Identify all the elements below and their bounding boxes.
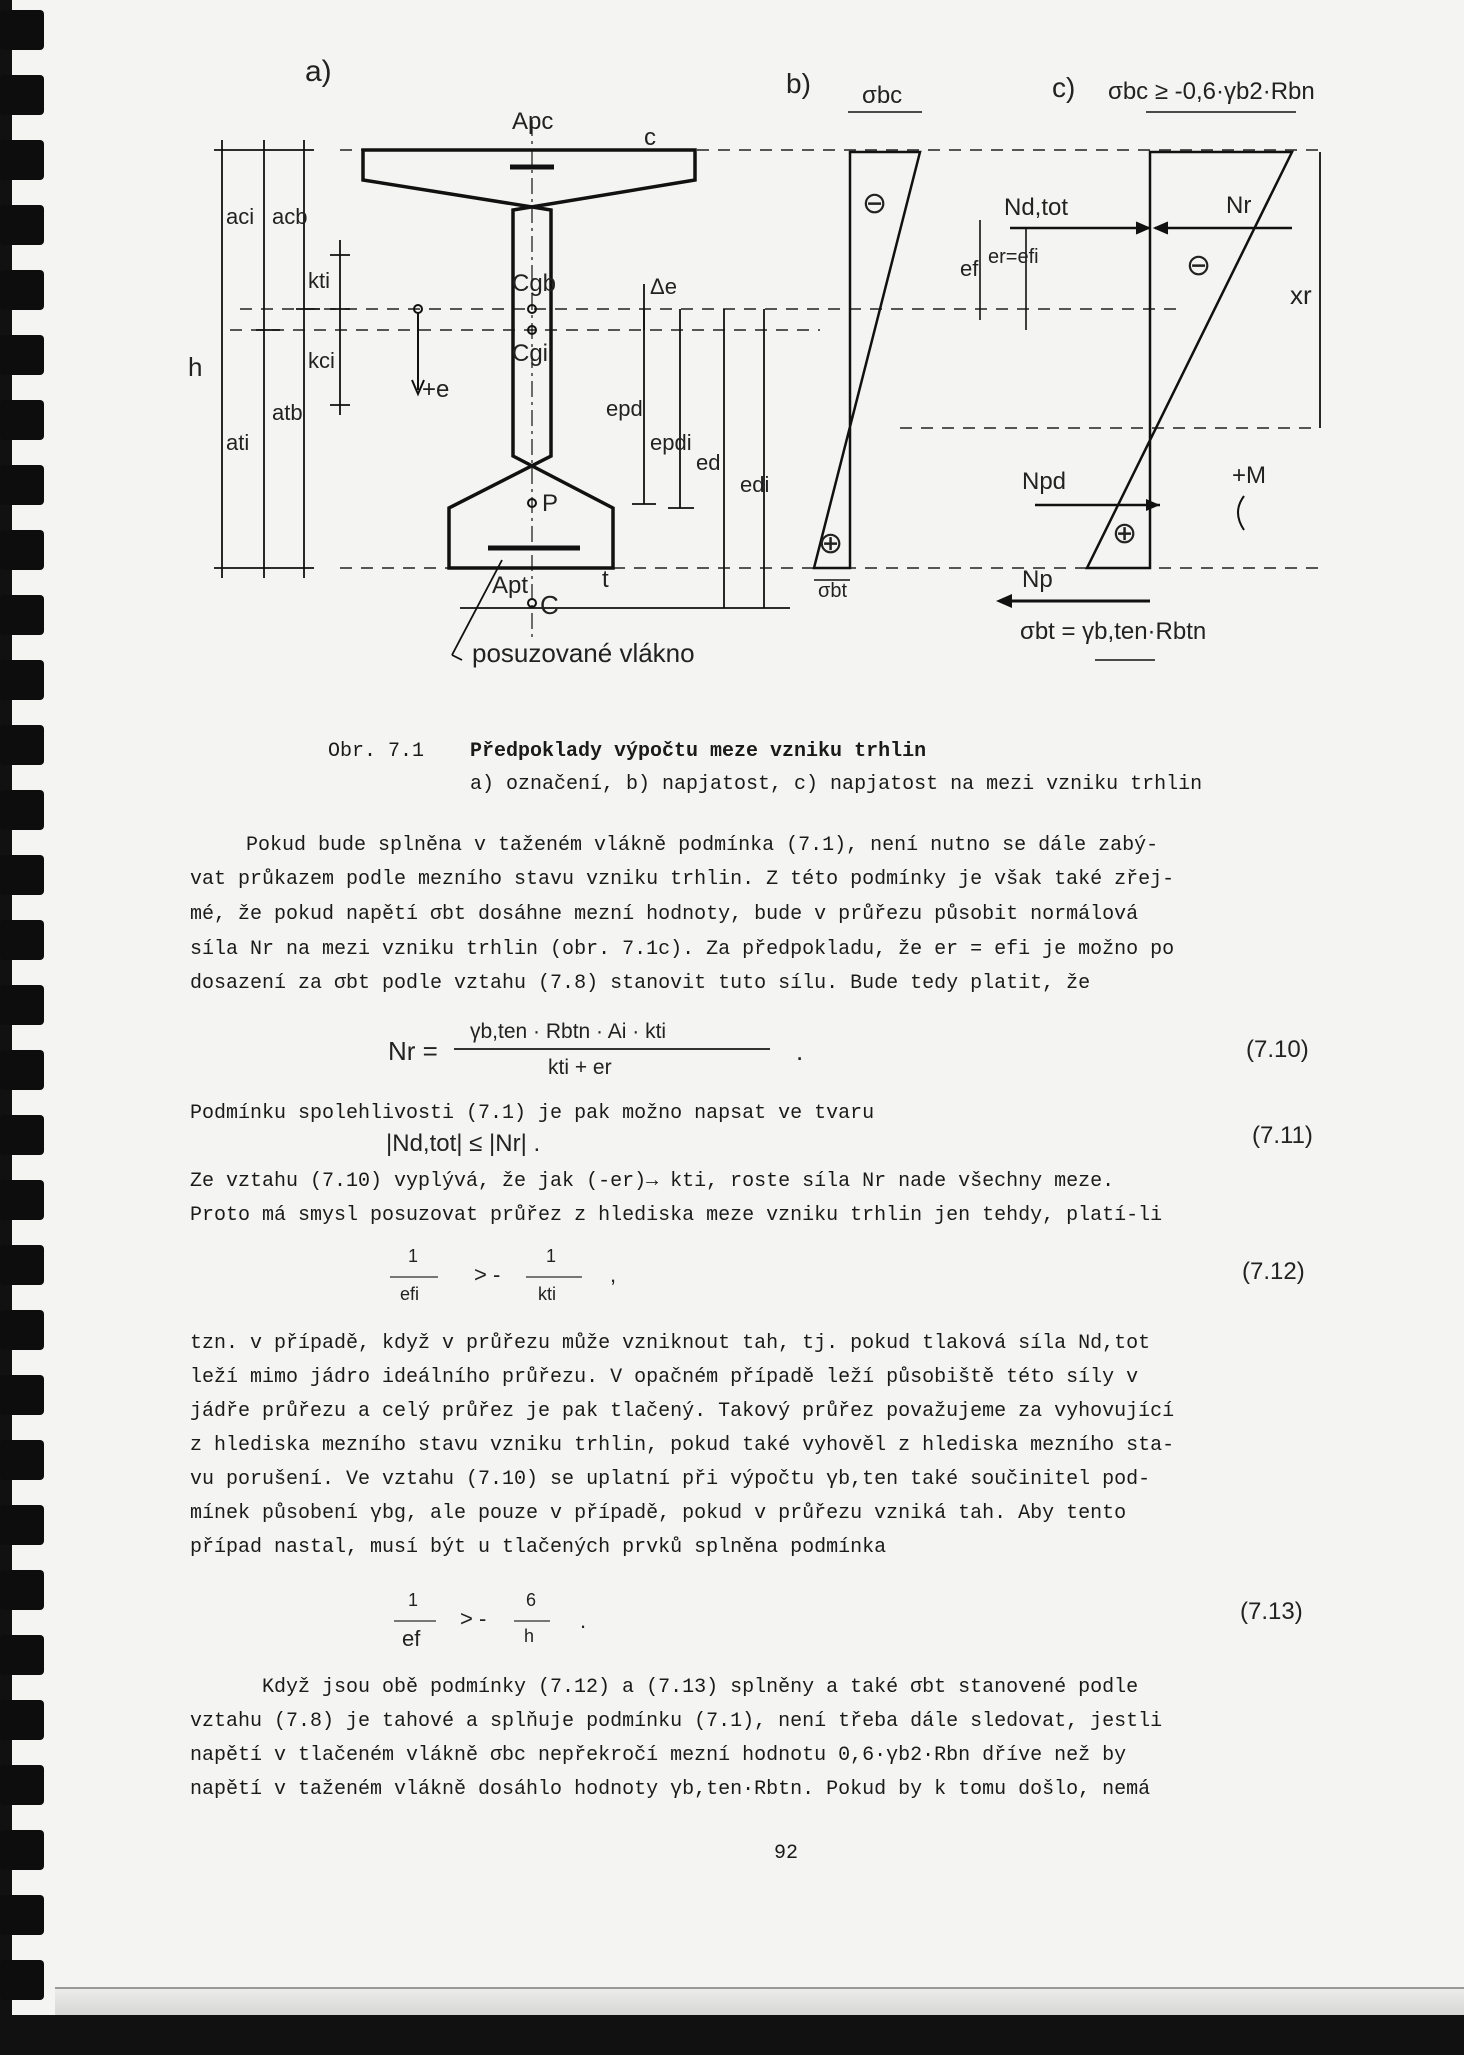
eq710-dot: . (796, 1036, 804, 1066)
fig-e-pd: epd (606, 396, 643, 421)
fig-A-pc: Apc (512, 108, 554, 135)
caption-line-1: Předpoklady výpočtu meze vzniku trhlin (470, 740, 927, 763)
eq711-tag: (7.11) (1252, 1122, 1313, 1149)
binding-ring (0, 1180, 44, 1220)
fig-x-r: xr (1290, 280, 1312, 310)
eq710-denominator: kti + er (548, 1056, 612, 1079)
para2-line-1: Ze vztahu (7.10) vyplývá, že jak (-er)→ kti, roste síla Nr nade všechny meze. (190, 1170, 1115, 1193)
eq712-den2: kti (538, 1284, 556, 1304)
fig-posuzovane: posuzované vlákno (472, 638, 695, 668)
eq712-num1: 1 (408, 1246, 419, 1266)
para1-line-4: síla Nr na mezi vzniku trhlin (obr. 7.1c). Za předpokladu, že er = efi je možno po (190, 938, 1175, 961)
fig-label-a: a) (305, 55, 332, 88)
para4-line-4: napětí v taženém vlákně dosáhlo hodnoty γb,ten·Rbtn. Pokud by k tomu došlo, nemá (190, 1778, 1151, 1801)
caption-line-2: a) označení, b) napjatost, c) napjatost na mezi vzniku trhlin (470, 773, 1203, 796)
fig-N-p: Np (1022, 566, 1053, 593)
eq713-op: > - (460, 1606, 487, 1631)
eq710-fraction-bar (454, 1048, 770, 1050)
binding-ring (0, 660, 44, 700)
para3-line-5: vu porušení. Ve vztahu (7.10) se uplatní při výpočtu γb,ten také součinitel pod- (190, 1468, 1151, 1491)
fig-N-r: Nr (1226, 192, 1252, 219)
eq710-numerator: γb,ten · Rbtn · Ai · kti (470, 1020, 667, 1043)
eq713-bar1 (394, 1620, 436, 1622)
eq712-tag: (7.12) (1242, 1258, 1305, 1285)
binding-ring (0, 1440, 44, 1480)
binding-ring (0, 790, 44, 830)
scan-bottom-band (0, 2015, 1464, 2055)
para3-line-6: mínek působení γbg, ale pouze v případě, pokud v průřezu vzniká tah. Aby tento (190, 1502, 1127, 1525)
binding-ring (0, 855, 44, 895)
fig-delta-e: Δe (650, 274, 677, 299)
fig-sigma-bc-limit: σbc ≥ -0,6·γb2·Rbn (1108, 78, 1315, 105)
eq713-num2: 6 (526, 1590, 537, 1610)
binding-ring (0, 335, 44, 375)
binding-ring (0, 140, 44, 180)
binding-ring (0, 270, 44, 310)
spiral-binding (0, 0, 50, 2055)
fig-sigma-bt-eq: σbt = γb,ten·Rbtn (1020, 618, 1207, 645)
binding-ring (0, 1635, 44, 1675)
binding-ring (0, 1375, 44, 1415)
fig-minus-c: ⊖ (1186, 249, 1212, 282)
binding-ring (0, 1050, 44, 1090)
binding-ring (0, 530, 44, 570)
fig-label-c: c) (1052, 72, 1076, 103)
para1-line-1: Pokud bude splněna v taženém vlákně podmínka (7.1), není nutno se dále zabý- (246, 834, 1159, 857)
fig-sigma-bc: σbc (862, 82, 903, 109)
para4-line-3: napětí v tlačeném vlákně σbc nepřekročí mezní hodnotu 0,6·γb2·Rbn dříve než by (190, 1744, 1127, 1767)
binding-ring (0, 1960, 44, 2000)
para3-line-2: leží mimo jádro ideálního průřezu. V opačném případě leží působiště této síly v (190, 1366, 1139, 1389)
fig-a-tb: atb (272, 400, 303, 425)
binding-ring (0, 595, 44, 635)
fig-C-gi: Cgi (512, 340, 549, 367)
fig-k-ci: kci (308, 348, 335, 373)
eq713-tag: (7.13) (1240, 1598, 1303, 1625)
fig-plus-M: +M (1232, 462, 1267, 489)
para1-line-5: dosazení za σbt podle vztahu (7.8) stanovit tuto sílu. Bude tedy platit, že (190, 972, 1091, 995)
fig-k-ti: kti (308, 268, 330, 293)
fig-P: P (542, 490, 559, 517)
eq713-den2: h (524, 1626, 535, 1646)
fig-c: c (644, 124, 656, 151)
fig-N-d-tot: Nd,tot (1004, 194, 1069, 221)
fig-plus-e: +e (422, 376, 450, 403)
para3-line-4: z hlediska mezního stavu vzniku trhlin, pokud také vyhověl z hlediska mezního sta- (190, 1434, 1175, 1457)
para4-line-2: vztahu (7.8) je tahové a splňuje podmínku (7.1), není třeba dále sledovat, jestli (190, 1710, 1163, 1733)
binding-ring (0, 465, 44, 505)
binding-ring (0, 1310, 44, 1350)
binding-ring (0, 75, 44, 115)
binding-ring (0, 400, 44, 440)
fig-e-di: edi (740, 472, 770, 497)
eq710-tag: (7.10) (1246, 1036, 1309, 1063)
fig-a-cb: acb (272, 204, 308, 229)
binding-ring (0, 1115, 44, 1155)
fig-C-gb: Cgb (512, 270, 557, 297)
fig-C: C (540, 590, 559, 620)
binding-ring (0, 985, 44, 1025)
fig-label-b: b) (786, 68, 811, 99)
fig-plus-c: ⊕ (1112, 517, 1138, 550)
fig-minus-b: ⊖ (862, 187, 888, 220)
fig-a-ti: ati (226, 430, 250, 455)
para1-line-2: vat průkazem podle mezního stavu vzniku trhlin. Z této podmínky je však také zřej- (190, 868, 1175, 891)
binding-ring (0, 10, 44, 50)
binding-ring (0, 1765, 44, 1805)
fig-e-d: ed (696, 450, 721, 475)
line-podminku: Podmínku spolehlivosti (7.1) je pak možno napsat ve tvaru (190, 1102, 875, 1125)
fig-e-r-eq: er=efi (988, 246, 1039, 268)
caption-number: Obr. 7.1 (328, 740, 425, 763)
fig-plus-b: ⊕ (818, 527, 844, 560)
eq711-expr: |Nd,tot| ≤ |Nr| . (386, 1130, 541, 1157)
eq712-num2: 1 (546, 1246, 557, 1266)
binding-ring (0, 1830, 44, 1870)
fig-e-pdi: epdi (650, 430, 692, 455)
binding-ring (0, 920, 44, 960)
binding-ring (0, 205, 44, 245)
eq713-den1: ef (402, 1626, 421, 1651)
eq712-bar1 (390, 1276, 438, 1278)
para2-line-2: Proto má smysl posuzovat průřez z hlediska meze vzniku trhlin jen tehdy, platí-li (190, 1204, 1163, 1227)
para3-line-1: tzn. v případě, když v průřezu může vzniknout tah, tj. pokud tlaková síla Nd,tot (190, 1332, 1151, 1355)
eq713-num1: 1 (408, 1590, 419, 1610)
eq712-end: , (610, 1262, 617, 1287)
eq710-lhs: Nr = (388, 1036, 438, 1066)
eq713-end: . (580, 1608, 587, 1633)
para3-line-7: případ nastal, musí být u tlačených prvků splněna podmínka (190, 1536, 887, 1559)
fig-A-pt: Apt (492, 572, 529, 599)
eq713-bar2 (514, 1620, 550, 1622)
figure-7-1 (200, 60, 1380, 700)
binding-ring (0, 1245, 44, 1285)
binding-ring (0, 1505, 44, 1545)
fig-h: h (188, 352, 203, 382)
page-bottom-edge (55, 1987, 1464, 2015)
page-number: 92 (774, 1842, 799, 1865)
binding-ring (0, 1570, 44, 1610)
fig-N-pd: Npd (1022, 468, 1067, 495)
fig-a-ci: aci (226, 204, 255, 229)
eq712-bar2 (526, 1276, 582, 1278)
eq712-den1: efi (400, 1284, 420, 1304)
para4-line-1: Když jsou obě podmínky (7.12) a (7.13) splněny a také σbt stanovené podle (262, 1676, 1139, 1699)
para1-line-3: mé, že pokud napětí σbt dosáhne mezní hodnoty, bude v průřezu působit normálová (190, 903, 1139, 926)
binding-ring (0, 725, 44, 765)
binding-ring (0, 1700, 44, 1740)
fig-sigma-bt: σbt (818, 580, 848, 602)
fig-e-f: ef (960, 256, 979, 281)
fig-t: t (602, 566, 609, 593)
para3-line-3: jádře průřezu a celý průřez je pak tlačený. Takový průřez považujeme za vyhovující (190, 1400, 1175, 1423)
eq712-op: > - (474, 1262, 501, 1287)
binding-ring (0, 1895, 44, 1935)
